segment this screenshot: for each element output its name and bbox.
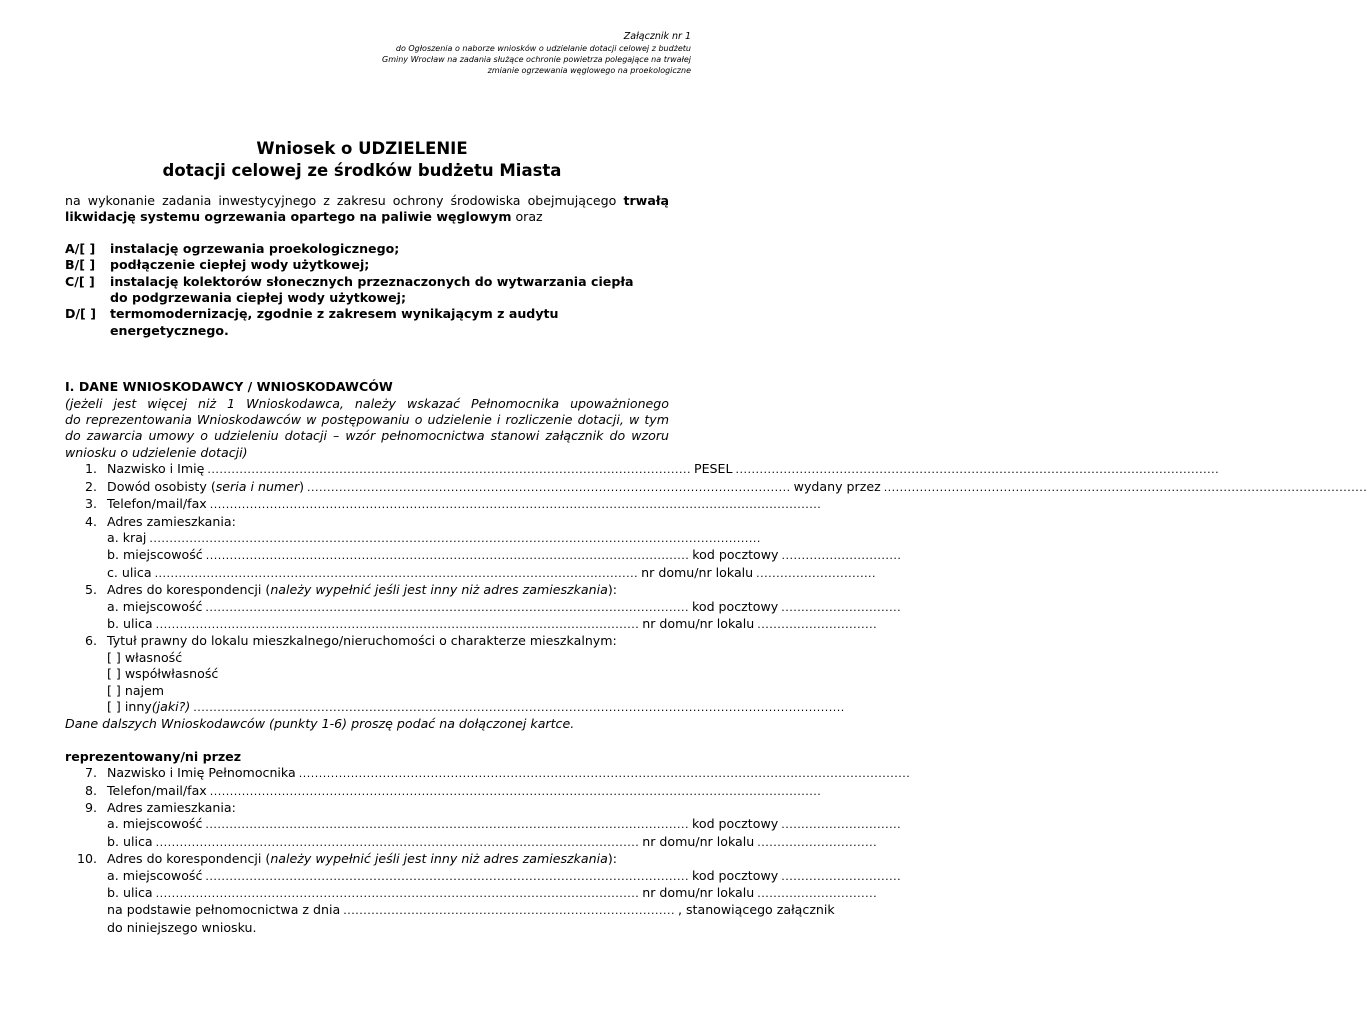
field-city[interactable]: b. miejscowość ......................................................................................................................... kod pocztowy .............................. — [65, 547, 669, 564]
annex-header — [271, 30, 691, 76]
field-proxy-phone[interactable]: 8. Telefon/mail/fax ......................................................................................................................................................... — [65, 783, 669, 800]
field-power-of-attorney-date[interactable]: na podstawie pełnomocnictwa z dnia ................................................................................... , stanowiącego załącznik — [65, 902, 669, 919]
option-c-continued: do podgrzewania ciepłej wody użytkowej; — [110, 290, 407, 306]
fill-line[interactable]: ......................................................................................................................... — [205, 869, 690, 883]
checkbox-co-ownership[interactable]: [ ] współwłasność — [107, 666, 219, 682]
title-line-2: dotacji celowej ze środków budżetu Miasta — [162, 161, 562, 180]
document-title — [0, 138, 724, 182]
field-proxy-name[interactable]: 7. Nazwisko i Imię Pełnomocnika ......................................................................................................................................................... — [65, 765, 669, 782]
field-proxy-corr-city[interactable]: a. miejscowość ......................................................................................................................... kod pocztowy .............................. — [65, 868, 669, 885]
option-c[interactable]: C/[ ] instalację kolektorów słonecznych przeznaczonych do wytwarzania ciepła — [65, 273, 634, 289]
fill-line[interactable]: ......................................................................................................................... — [883, 480, 1367, 494]
fill-line[interactable]: ................................................................................... — [343, 904, 675, 918]
fill-line[interactable]: ......................................................................................................................... — [735, 463, 1220, 477]
fill-line[interactable]: .............................. — [781, 869, 902, 883]
fill-line[interactable]: .............................. — [781, 600, 902, 614]
annex-line: zmianie ogrzewania węglowego na proekologiczne — [487, 66, 691, 75]
checkbox-ownership[interactable]: [ ] własność — [107, 649, 183, 665]
annex-line: Gminy Wrocław na zadania służące ochronie powietrza polegające na trwałej — [382, 55, 691, 64]
checkbox-rent[interactable]: [ ] najem — [107, 682, 165, 698]
form-content — [65, 193, 1367, 936]
fill-line[interactable]: ......................................................................................................................................................... — [298, 767, 911, 781]
option-b[interactable]: B/[ ] podłączenie ciepłej wody użytkowej; — [65, 257, 370, 273]
title-line-1: Wniosek o UDZIELENIE — [256, 139, 468, 158]
fill-line[interactable]: ......................................................................................................................... — [154, 566, 639, 580]
field-proxy-city[interactable]: a. miejscowość ......................................................................................................................... kod pocztowy .............................. — [65, 816, 669, 833]
field-proxy-correspondence-heading: 10. Adres do korespondencji (należy wypełnić jeśli jest inny niż adres zamieszkania): — [76, 851, 618, 867]
footnote: Dane dalszych Wnioskodawców (punkty 1-6) proszę podać na dołączonej kartce. — [65, 716, 575, 732]
section-1-note: (jeżeli jest więcej niż 1 Wnioskodawca, należy wskazać Pełnomocnika upoważnionego do reprezentowania Wnioskodawców w postępowaniu o udzielenie i rozliczenie dotacji, w tym do zawarcia umowy o udzieleniu dotacji – wzór pełnomocnictwa stanowi załącznik do wzoru wniosku o udzielenie dotacji) — [65, 395, 669, 460]
closing-line-2: do niniejszego wniosku. — [107, 919, 257, 935]
field-street[interactable]: c. ulica ......................................................................................................................... nr domu/nr lokalu .............................. — [65, 565, 669, 582]
option-a[interactable]: A/[ ] instalację ogrzewania proekologicznego; — [65, 240, 400, 256]
field-country[interactable]: a. kraj ......................................................................................................................................................... — [65, 530, 669, 547]
field-id-document[interactable]: 2. Dowód osobisty (seria i numer) ......................................................................................................................... wydany przez ......................................................................................................................... — [65, 479, 669, 496]
annex-title: Załącznik nr 1 — [623, 31, 691, 42]
section-2-heading: reprezentowany/ni przez — [65, 748, 242, 764]
field-legal-title-heading: 6. Tytuł prawny do lokalu mieszkalnego/nieruchomości o charakterze mieszkalnym: — [84, 633, 617, 649]
field-proxy-address-heading: 9. Adres zamieszkania: — [84, 800, 236, 815]
option-list — [65, 241, 669, 339]
intro-line-2: likwidację systemu ogrzewania opartego na paliwie węglowym oraz — [65, 209, 543, 225]
fill-line[interactable]: .............................. — [756, 566, 877, 580]
annex-line: do Ogłoszenia o naborze wniosków o udzielanie dotacji celowej z budżetu — [395, 44, 691, 53]
field-corr-city[interactable]: a. miejscowość ......................................................................................................................... kod pocztowy .............................. — [65, 599, 669, 616]
option-d[interactable]: D/[ ] termomodernizację, zgodnie z zakresem wynikającym z audytu energetycznego. — [65, 306, 559, 338]
fill-line[interactable]: ......................................................................................................................... — [155, 617, 640, 631]
field-corr-street[interactable]: b. ulica ......................................................................................................................... nr domu/nr lokalu .............................. — [65, 616, 669, 633]
fill-line[interactable]: ......................................................................................................................................................... — [149, 531, 761, 545]
fill-line[interactable]: .............................. — [757, 617, 878, 631]
fill-line[interactable]: ......................................................................................................................... — [155, 887, 640, 901]
checkbox-other[interactable]: [ ] inny (jaki?) ................................................................................................................................................................... — [65, 699, 669, 716]
fill-line[interactable]: ......................................................................................................................... — [307, 480, 791, 494]
field-name[interactable]: 1. Nazwisko i Imię ......................................................................................................................... PESEL ......................................................................................................................... — [65, 461, 669, 478]
fill-line[interactable]: .............................. — [781, 549, 902, 563]
intro-line-1: na wykonanie zadania inwestycyjnego z zakresu ochrony środowiska obejmującego trwałą — [65, 193, 669, 208]
fill-line[interactable]: ......................................................................................................................... — [205, 818, 690, 832]
fill-line[interactable]: .............................. — [757, 835, 878, 849]
fill-line[interactable]: .............................. — [757, 887, 878, 901]
field-address-heading: 4. Adres zamieszkania: — [84, 513, 236, 529]
fill-line[interactable]: .............................. — [781, 818, 902, 832]
fill-line[interactable]: ......................................................................................................................................................... — [209, 784, 822, 798]
fill-line[interactable]: ......................................................................................................................................................... — [209, 498, 822, 512]
field-phone[interactable]: 3. Telefon/mail/fax ......................................................................................................................................................... — [65, 496, 669, 513]
fill-line[interactable]: ................................................................................................................................................................... — [193, 700, 845, 714]
field-correspondence-heading: 5. Adres do korespondencji (należy wypełnić jeśli jest inny niż adres zamieszkania): — [84, 582, 618, 598]
fill-line[interactable]: ......................................................................................................................... — [205, 600, 690, 614]
fill-line[interactable]: ......................................................................................................................... — [155, 835, 640, 849]
field-proxy-street[interactable]: b. ulica ......................................................................................................................... nr domu/nr lokalu .............................. — [65, 834, 669, 851]
section-1-heading: I. DANE WNIOSKODAWCY / WNIOSKODAWCÓW — [65, 379, 393, 395]
fill-line[interactable]: ......................................................................................................................... — [205, 549, 690, 563]
field-proxy-corr-street[interactable]: b. ulica ......................................................................................................................... nr domu/nr lokalu .............................. — [65, 885, 669, 902]
fill-line[interactable]: ......................................................................................................................... — [207, 463, 691, 477]
